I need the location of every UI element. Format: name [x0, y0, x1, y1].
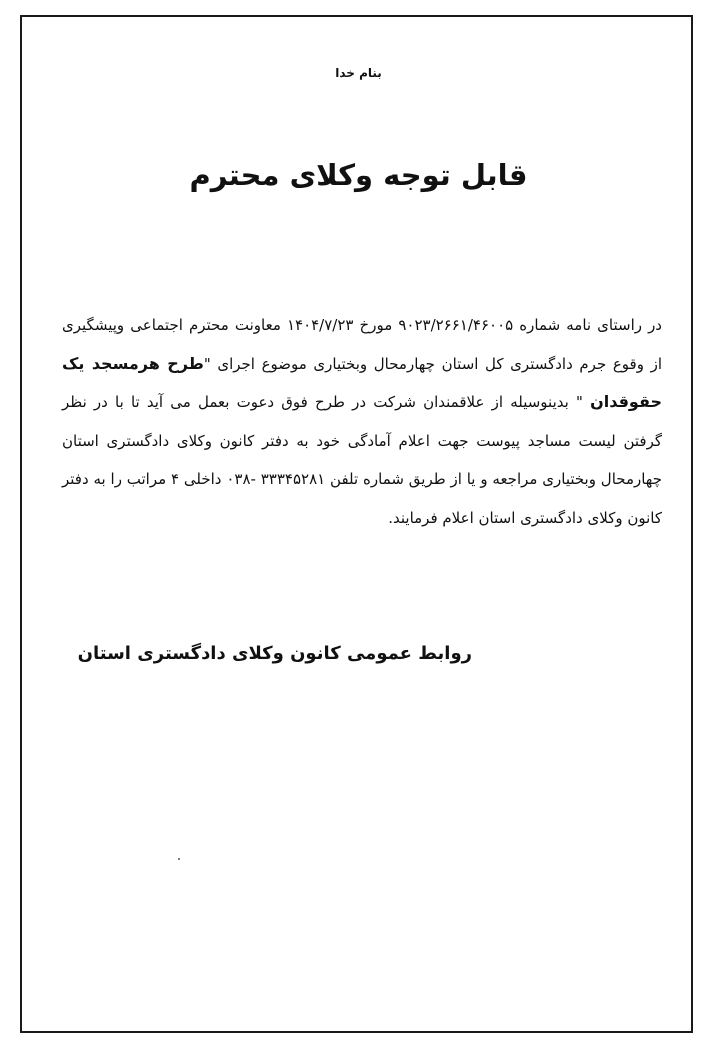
- signature-line: روابط عمومی کانون وکلای دادگستری استان: [77, 643, 472, 664]
- document-title: قابل توجه وکلای محترم: [189, 158, 528, 192]
- scan-speck: [178, 858, 180, 860]
- announcement-body: [62, 306, 662, 538]
- announcement-paragraph: [62, 306, 662, 538]
- invocation-heading: بنام خدا: [335, 66, 382, 80]
- body-text-part-1: در راستای نامه شماره ۹۰۲۳/۲۶۶۱/۴۶۰۰۵ مورخ ۱۴۰۴/۷/۲۳ معاونت محترم اجتماعی وپیشگیری از وقوع جرم دادگستری کل استان چهارمحال وبختیاری موضوع اجرای ": [62, 316, 663, 373]
- body-text-part-2: " بدینوسیله از علاقمندان شرکت در طرح فوق دعوت بعمل می آید تا با در نظر گرفتن لیست مساجد پیوست جهت اعلام آمادگی خود به دفتر کانون وکلای دادگستری استان چهارمحال وبختیاری مراجعه و یا از طریق شماره تلفن ۳۳۳۴۵۲۸۱ -۰۳۸ داخلی ۴ مراتب را به دفتر کانون وکلای دادگستری استان اعلام فرمایند.: [62, 393, 662, 527]
- project-name-emphasis: طرح هرمسجد یک حقوقدان: [62, 353, 662, 412]
